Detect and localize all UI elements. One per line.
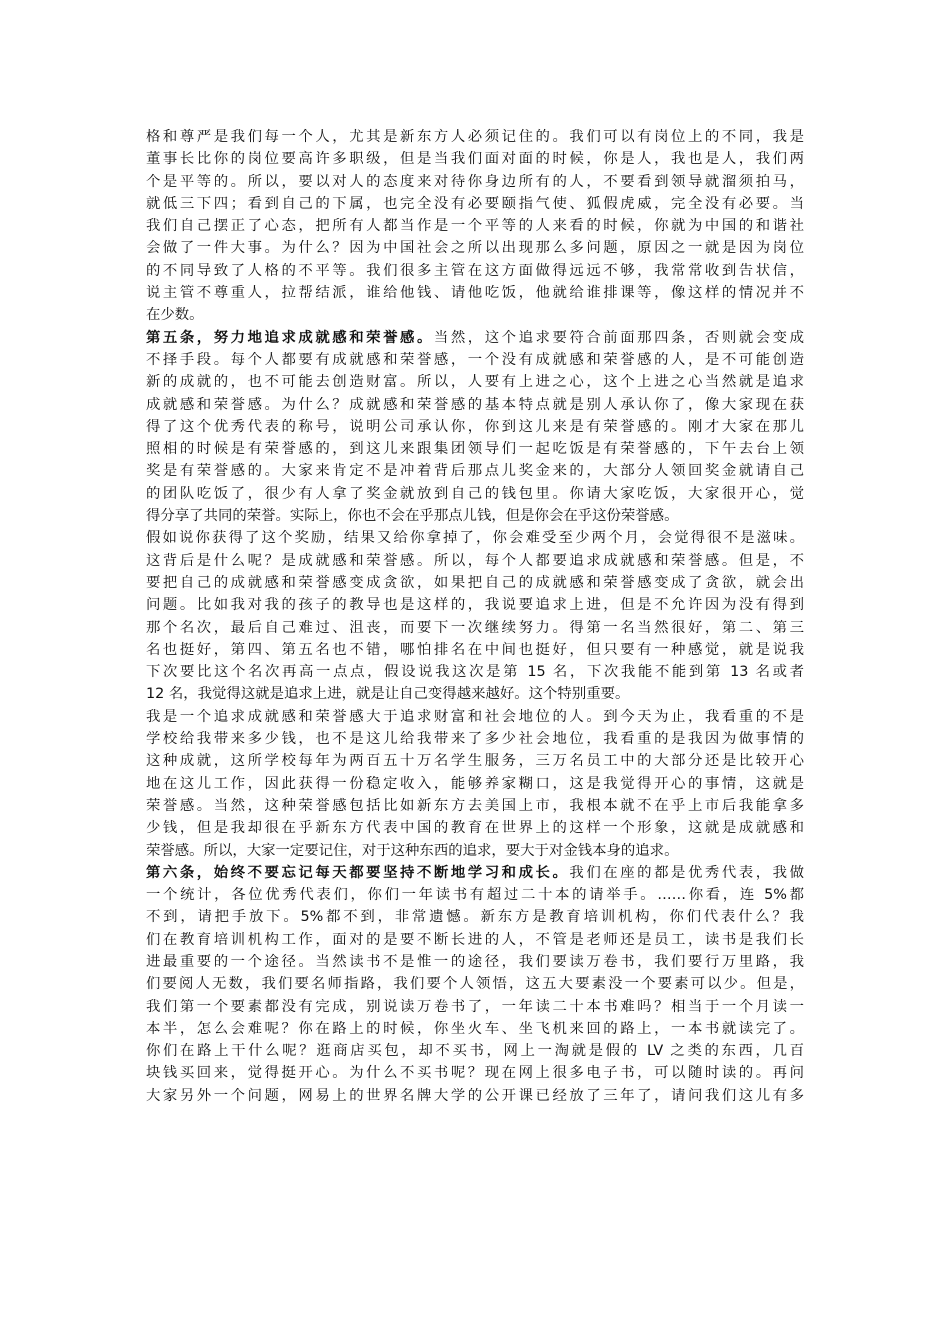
text-line [146, 795, 804, 817]
text-line [146, 171, 804, 193]
line-text: 会做了一件大事。为什么？因为中国社会之所以出现那么多问题，原因之一就是因为岗位 [146, 240, 804, 257]
text-line [146, 996, 804, 1018]
text-line [146, 773, 804, 795]
line-text: 12 名，我觉得这就是追求上进，就是让自己变得越来越好。这个特别重要。 [146, 686, 630, 703]
line-text: 问题。比如我对我的孩子的教导也是这样的，我说要追求上进，但是不允许因为没有得到 [146, 597, 804, 614]
text-line [146, 505, 804, 527]
line-text: 一个统计，各位优秀代表们，你们一年读书有超过二十本的请举手。……你看，连 5%都 [146, 887, 804, 904]
line-text: 董事长比你的岗位要高许多职级，但是当我们面对面的时候，你是人，我也是人，我们两 [146, 151, 804, 168]
text-line [146, 750, 804, 772]
text-line [146, 906, 804, 928]
text-line [146, 706, 804, 728]
text-line [146, 126, 804, 148]
line-text: 格和尊严是我们每一个人，尤其是新东方人必须记住的。我们可以有岗位上的不同，我是 [146, 129, 804, 145]
line-text: 不择手段。每个人都要有成就感和荣誉感，一个没有成就感和荣誉感的人，是不可能创造 [146, 351, 804, 368]
document-body [146, 126, 804, 1107]
line-text: 的团队吃饭了，很少有人拿了奖金就放到自己的钱包里。你请大家吃饭，大家很开心，觉 [146, 485, 804, 502]
text-line [146, 973, 804, 995]
line-text: 就低三下四；看到自己的下属，也完全没有必要颐指气使、狐假虎威，完全没有必要。当 [146, 195, 804, 212]
line-text: 要把自己的成就感和荣誉感变成贪欲，如果把自己的成就感和荣誉感变成了贪欲，就会出 [146, 574, 804, 591]
text-line [146, 237, 804, 259]
text-line [146, 683, 804, 705]
line-text: 假如说你获得了这个奖励，结果又给你拿掉了，你会难受至少两个月，会觉得很不是滋味。 [146, 530, 804, 547]
line-text: 新的成就的，也不可能去创造财富。所以，人要有上进之心，这个上进之心当然就是追求 [146, 374, 804, 391]
text-line [146, 929, 804, 951]
line-text: 你们在路上干什么呢？逛商店买包，却不买书，网上一淘就是假的 LV 之类的东西，几百 [146, 1043, 804, 1060]
line-text: 们在教育培训机构工作，面对的是要不断长进的人，不管是老师还是员工，读书是我们长 [146, 931, 804, 948]
line-text: 在少数。 [146, 307, 204, 324]
text-line [146, 349, 804, 371]
section-heading-line [146, 327, 804, 349]
line-text: 这种成就，这所学校每年为两百五十万名学生服务，三万名员工中的大部分还是比较开心 [146, 753, 804, 770]
line-text: 说主管不尊重人，拉帮结派，谁给他钱、请他吃饭，他就给谁排课等，像这样的情况并不 [146, 285, 804, 302]
text-line [146, 260, 804, 282]
line-text: 地在这儿工作，因此获得一份稳定收入，能够养家糊口，这是我觉得开心的事情，这就是 [146, 775, 804, 792]
text-line [146, 951, 804, 973]
text-line [146, 661, 804, 683]
text-line [146, 1040, 804, 1062]
line-text: 这背后是什么呢？是成就感和荣誉感。所以，每个人都要追求成就感和荣誉感。但是，不 [146, 552, 804, 569]
text-line [146, 371, 804, 393]
text-line [146, 617, 804, 639]
line-text: 少钱，但是我却很在乎新东方代表中国的教育在世界上的这样一个形象，这就是成就感和 [146, 820, 804, 837]
line-text: 我们第一个要素都没有完成，别说读万卷书了，一年读二十本书难吗？相当于一个月读一 [146, 998, 804, 1015]
text-line [146, 1018, 804, 1040]
text-line [146, 416, 804, 438]
line-text: 当然，这个追求要符合前面那四条，否则就会变成 [433, 329, 804, 346]
line-text: 得了这个优秀代表的称号，说明公司承认你，你到这儿来是有荣誉感的。刚才大家在那儿 [146, 418, 804, 435]
text-line [146, 483, 804, 505]
text-line [146, 215, 804, 237]
line-text: 个是平等的。所以，要以对人的态度来对待你身边所有的人，不要看到领导就溜须拍马， [146, 173, 804, 190]
text-line [146, 193, 804, 215]
line-text: 奖是有荣誉感的。大家来肯定不是冲着背后那点儿奖金来的，大部分人领回奖金就请自己 [146, 463, 804, 480]
line-text: 我们自己摆正了心态，把所有人都当作是一个平等的人来看的时候，你就为中国的和谐社 [146, 218, 804, 235]
line-text: 学校给我带来多少钱，也不是这儿给我带来了多少社会地位，我看重的是我因为做事情的 [146, 731, 804, 748]
text-line [146, 639, 804, 661]
line-text: 荣誉感。当然，这种荣誉感包括比如新东方去美国上市，我根本就不在乎上市后我能拿多 [146, 797, 804, 814]
line-text: 们要阅人无数，我们要名师指路，我们要个人领悟，这五大要素没一个要素可以少。但是， [146, 976, 804, 993]
line-text: 进最重要的一个途径。当然读书不是惟一的途径，我们要读万卷书，我们要行万里路，我 [146, 953, 804, 970]
text-line [146, 1085, 804, 1107]
line-text: 成就感和荣誉感。为什么？成就感和荣誉感的基本特点就是别人承认你了，像大家现在获 [146, 396, 804, 413]
line-text: 的不同导致了人格的不平等。我们很多主管在这方面做得远远不够，我常常收到告状信， [146, 262, 804, 279]
line-text: 本半，怎么会难呢？你在路上的时候，你坐火车、坐飞机来回的路上，一本书就读完了。 [146, 1020, 804, 1037]
line-text: 照相的时候是有荣誉感的，到这儿来跟集团领导们一起吃饭是有荣誉感的，下午去台上领 [146, 441, 804, 458]
line-text: 得分享了共同的荣誉。实际上，你也不会在乎那点儿钱，但是你会在乎这份荣誉感。 [146, 508, 679, 525]
text-line [146, 840, 804, 862]
text-line [146, 1062, 804, 1084]
line-text: 我们在座的都是优秀代表，我做 [569, 864, 804, 881]
line-text: 那个名次，最后自己难过、沮丧，而要下一次继续努力。得第一名当然很好，第二、第三 [146, 619, 804, 636]
text-line [146, 282, 804, 304]
line-text: 我是一个追求成就感和荣誉感大于追求财富和社会地位的人。到今天为止，我看重的不是 [146, 708, 804, 725]
text-line [146, 394, 804, 416]
line-text: 名也挺好，第四、第五名也不错，哪怕排名在中间也挺好，但只要有一种感觉，就是说我 [146, 641, 804, 658]
text-line [146, 527, 804, 549]
text-line [146, 550, 804, 572]
section-heading: 第六条，始终不要忘记每天都要坚持不断地学习和成长。 [146, 864, 570, 881]
text-line [146, 148, 804, 170]
line-text: 荣誉感。所以，大家一定要记住，对于这种东西的追求，要大于对金钱本身的追求。 [146, 842, 679, 859]
line-text: 不到，请把手放下。5%都不到，非常遗憾。新东方是教育培训机构，你们代表什么？我 [146, 909, 804, 926]
text-line [146, 572, 804, 594]
text-line [146, 884, 804, 906]
text-line [146, 304, 804, 326]
line-text: 下次要比这个名次再高一点点，假设说我这次是第 15 名，下次我能不能到第 13 名或者 [146, 664, 804, 681]
section-heading-line [146, 862, 804, 884]
text-line [146, 728, 804, 750]
section-heading: 第五条，努力地追求成就感和荣誉感。 [146, 329, 434, 346]
text-line [146, 594, 804, 616]
text-line [146, 817, 804, 839]
line-text: 块钱买回来，觉得挺开心。为什么不买书呢？现在网上很多电子书，可以随时读的。再问 [146, 1065, 804, 1082]
text-line [146, 460, 804, 482]
line-text: 大家另外一个问题，网易上的世界名牌大学的公开课已经放了三年了，请问我们这儿有多 [146, 1087, 804, 1104]
text-line [146, 438, 804, 460]
